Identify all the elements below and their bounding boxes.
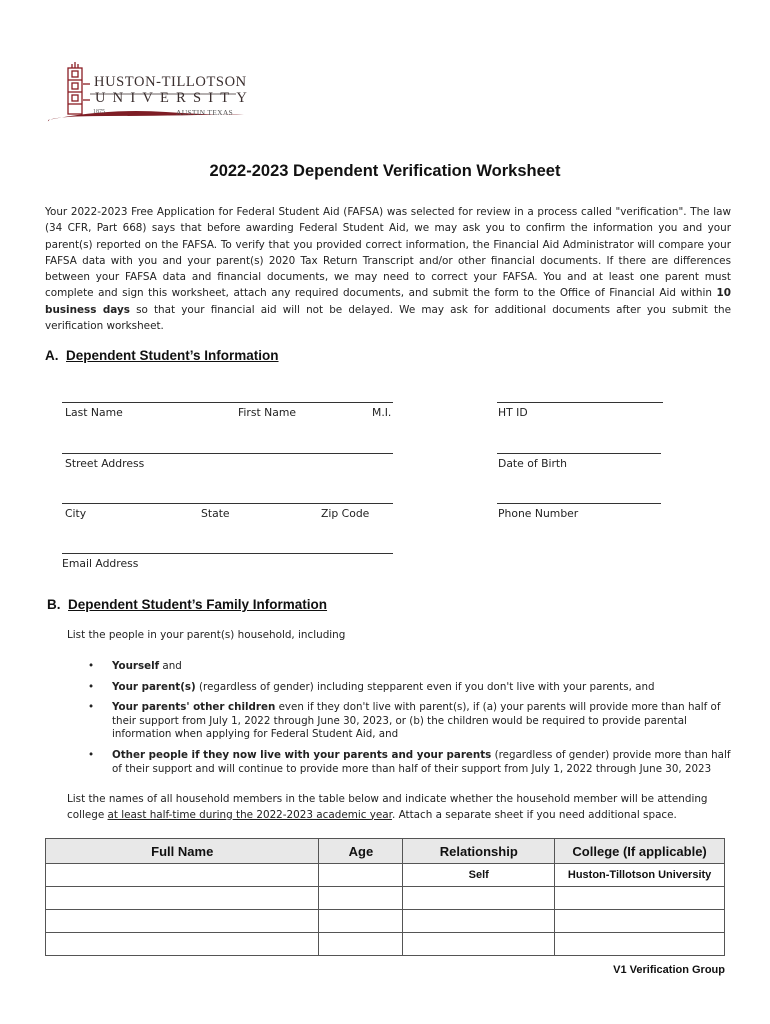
full-name-cell[interactable] — [46, 933, 319, 956]
age-cell[interactable] — [319, 910, 403, 933]
bullet-4-text: (regardless of gender) provide more than half of their support and will continue to provide more than half of their support from July 1, 2022 through June 30, 2023 — [112, 748, 731, 775]
intro-text: Your 2022-2023 Free Application for Federal Student Aid (FAFSA) was selected for review in a process called "verification". The law (34 CFR, Part 668) says that before awarding Federal Student Aid, we may ask you to confirm the information you and your parent(s) reported on the FAFSA. To verify that you provided correct information, the Financial Aid Administrator will compare your FAFSA data with you and your parent(s) 2020 Tax Return Transcript and/or other financial documents. If there are differences between your FAFSA data and financial documents, we may need to correct your FAFSA. You and at least one parent must complete and sign this worksheet, attach any required documents, and submit the form to the Office of Financial Aid within — [45, 206, 731, 300]
full-name-cell[interactable] — [46, 887, 319, 910]
list-item — [88, 681, 733, 695]
household-members-table — [45, 838, 725, 956]
bullet-3-text: even if they don't live with parent(s), if (a) your parents will provide more than half of their support from July 1, 2022 through June 30, 2023, or (b) the children would be required to provide parental information when applying for Federal Student Aid, and — [112, 701, 721, 741]
college-header: College (If applicable) — [555, 839, 725, 864]
instructions-underlined: at least half-time during the 2022-2023 academic year — [107, 808, 392, 821]
section-a-letter: A. — [45, 348, 59, 363]
section-b-heading — [47, 597, 327, 612]
full-name-cell[interactable] — [46, 910, 319, 933]
full-name-cell[interactable] — [46, 864, 319, 887]
relationship-header: Relationship — [403, 839, 555, 864]
logo-year: 1875 — [93, 109, 105, 115]
phone-number-label: Phone Number — [498, 507, 579, 520]
email-address-line[interactable] — [62, 553, 393, 554]
table-row — [46, 864, 725, 887]
table-row — [46, 933, 725, 956]
list-item — [88, 749, 733, 776]
table-row — [46, 910, 725, 933]
ht-id-line[interactable] — [497, 402, 663, 403]
logo-city: AUSTIN TEXAS — [176, 108, 234, 117]
intro-text-end: so that your financial aid will not be delayed. We may ask for additional documents after you submit the verification worksheet. — [45, 303, 731, 333]
city-label: City — [65, 507, 87, 520]
mi-label: M.I. — [372, 406, 392, 419]
household-intro: List the people in your parent(s) household, including — [67, 629, 346, 641]
section-a-title: Dependent Student’s Information — [66, 348, 279, 363]
table-header-row — [46, 839, 725, 864]
age-cell[interactable] — [319, 887, 403, 910]
intro-deadline: 10 business days — [45, 287, 731, 316]
logo-text-line2: UNIVERSITY — [95, 90, 254, 106]
section-a-heading — [45, 348, 279, 363]
section-b-title: Dependent Student’s Family Information — [68, 597, 328, 612]
table-row — [46, 887, 725, 910]
college-cell: Huston-Tillotson University — [555, 864, 725, 887]
relationship-cell[interactable] — [403, 887, 555, 910]
logo-text-line1: HUSTON-TILLOTSON — [94, 74, 247, 90]
age-header: Age — [319, 839, 403, 864]
household-instructions — [67, 792, 727, 823]
bullet-icon: • — [88, 748, 95, 761]
name-line[interactable] — [62, 402, 393, 403]
bullet-3-bold: Your parents' other children — [112, 701, 276, 714]
ht-id-label: HT ID — [498, 406, 528, 419]
section-b-letter: B. — [47, 597, 61, 612]
college-cell[interactable] — [555, 887, 725, 910]
bullet-icon: • — [88, 680, 95, 693]
bullet-4-bold: Other people if they now live with your parents and your parents — [112, 748, 492, 761]
instructions-pre: college — [67, 808, 108, 821]
full-name-header: Full Name — [46, 839, 319, 864]
list-item — [88, 660, 733, 674]
age-cell[interactable] — [319, 933, 403, 956]
bullet-1-text: and — [159, 660, 182, 672]
first-name-label: First Name — [238, 406, 297, 419]
date-of-birth-label: Date of Birth — [498, 457, 567, 470]
instructions-line1: List the names of all household members in the table below and indicate whether the household member will be attending — [67, 793, 708, 805]
phone-number-line[interactable] — [497, 503, 661, 504]
city-state-zip-line[interactable] — [62, 503, 393, 504]
bullet-2-bold: Your parent(s) — [112, 680, 196, 693]
last-name-label: Last Name — [65, 406, 123, 419]
email-address-label: Email Address — [62, 557, 139, 570]
date-of-birth-line[interactable] — [497, 453, 661, 454]
intro-paragraph — [45, 204, 731, 334]
bullet-icon: • — [88, 701, 95, 714]
zip-code-label: Zip Code — [321, 507, 370, 520]
footer-verification-group: V1 Verification Group — [613, 964, 725, 976]
instructions-post: . Attach a separate sheet if you need additional space. — [391, 808, 677, 821]
relationship-cell: Self — [403, 864, 555, 887]
bullet-1-bold: Yourself — [112, 660, 160, 672]
street-address-label: Street Address — [65, 457, 145, 470]
page-title: 2022-2023 Dependent Verification Worksheet — [209, 162, 561, 180]
street-address-line[interactable] — [62, 453, 393, 454]
bullet-2-text: (regardless of gender) including stepparent even if you don't live with your parents, and — [195, 680, 655, 693]
age-cell[interactable] — [319, 864, 403, 887]
bullet-icon: • — [88, 660, 95, 672]
relationship-cell[interactable] — [403, 933, 555, 956]
state-label: State — [201, 507, 230, 520]
college-cell[interactable] — [555, 933, 725, 956]
relationship-cell[interactable] — [403, 910, 555, 933]
household-list — [88, 660, 733, 783]
list-item — [88, 701, 733, 742]
college-cell[interactable] — [555, 910, 725, 933]
